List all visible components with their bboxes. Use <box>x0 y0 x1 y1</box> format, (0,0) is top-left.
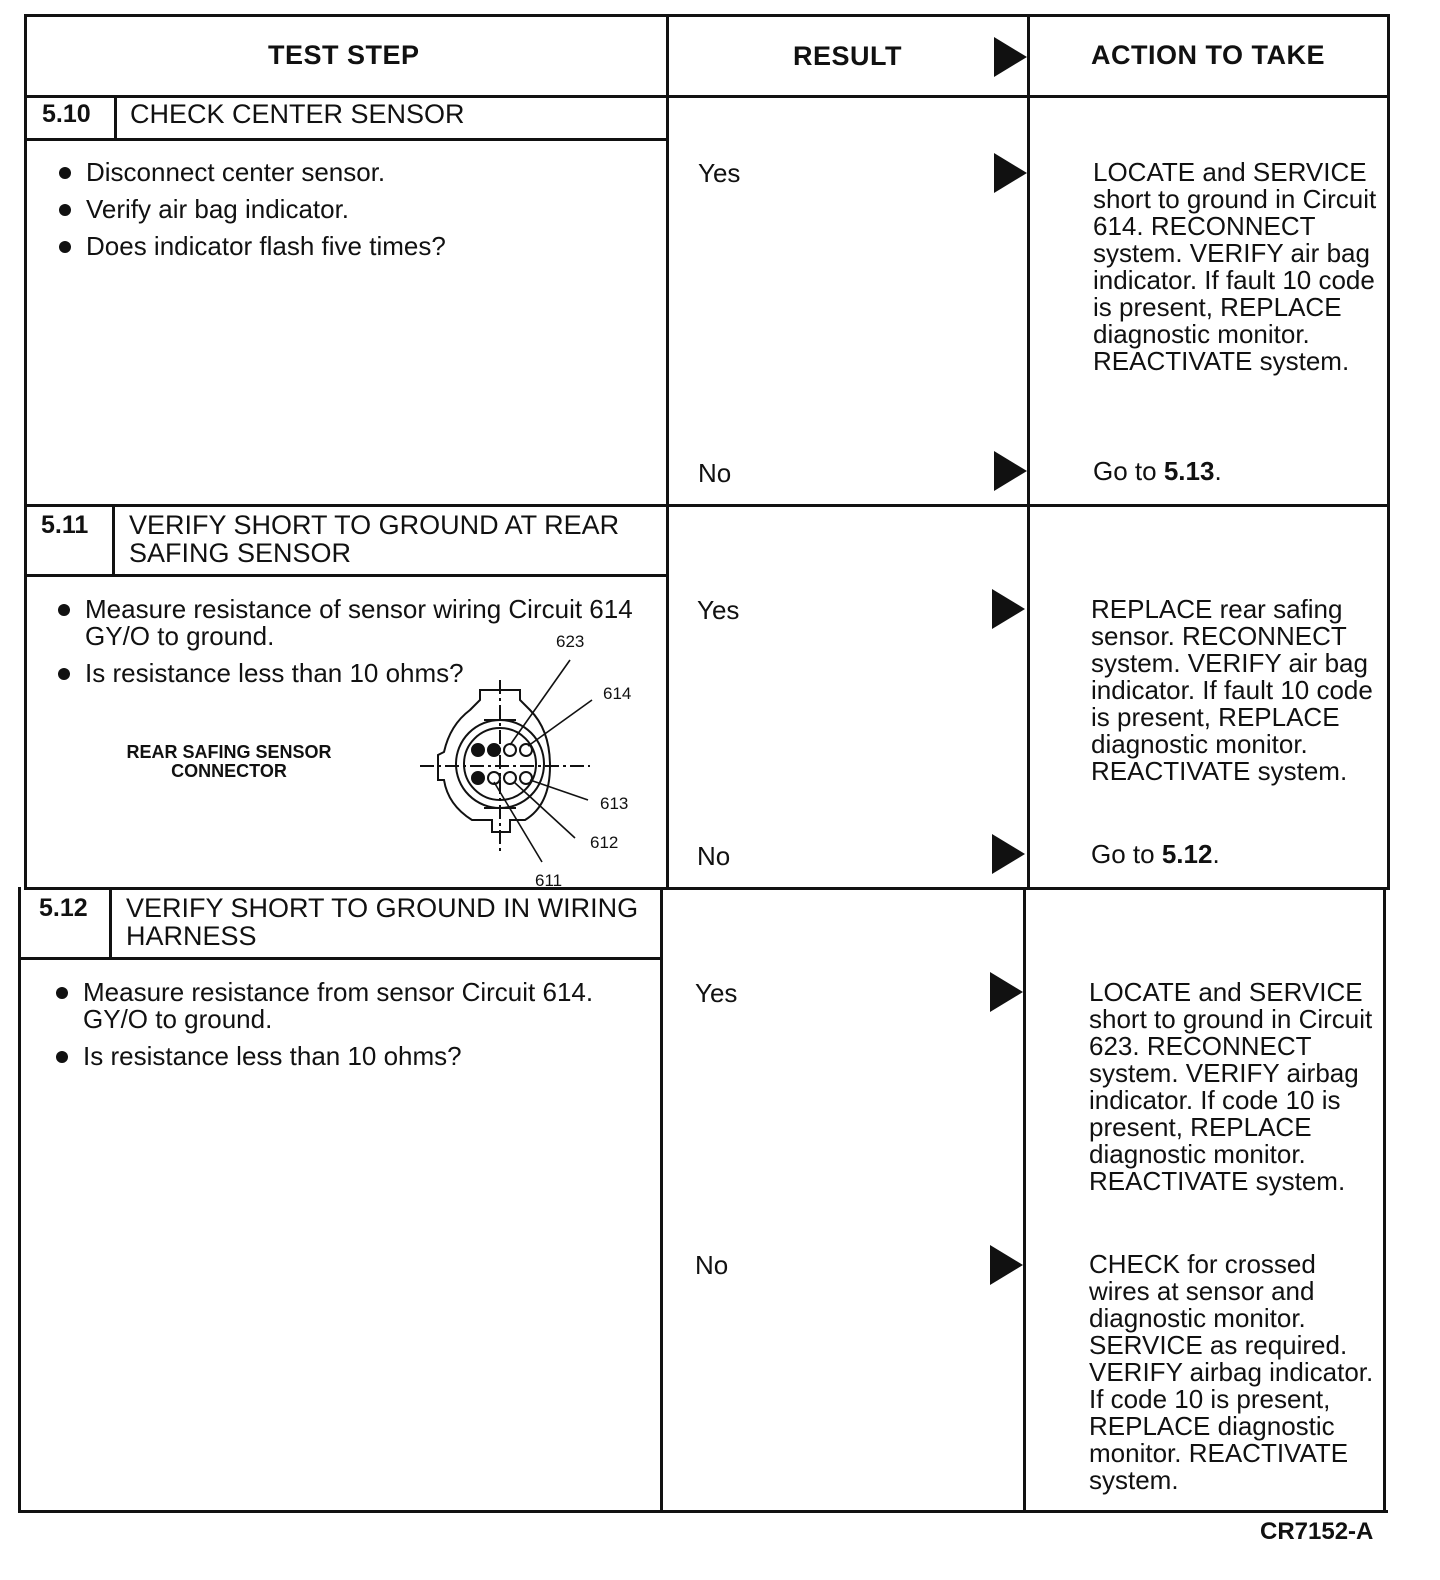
table-border-top <box>24 14 1390 17</box>
action-text: LOCATE and SERVICE short to ground in Circuit 623. RECONNECT system. VERIFY airbag indicator. If code 10 is present, REPLACE diagnostic monitor. REACTIVATE system. <box>1089 977 1373 1196</box>
instruction-item: Is resistance less than 10 ohms? <box>53 1043 638 1070</box>
action-text: REPLACE rear safing sensor. RECONNECT system. VERIFY air bag indicator. If fault 10 code is present, REPLACE diagnostic monitor. REACTIVATE system. <box>1091 594 1373 786</box>
result-no: No <box>698 458 732 488</box>
step-instructions <box>56 159 646 270</box>
pin-filled-icon <box>488 744 500 756</box>
result-yes: Yes <box>695 978 738 1008</box>
pin-label: 613 <box>600 794 629 813</box>
result-no: No <box>695 1250 729 1280</box>
leader-line-623 <box>510 660 570 745</box>
step-5-12-number-divider <box>109 887 112 959</box>
leader-line-611 <box>494 782 542 862</box>
connector-diagram-title: REAR SAFING SENSOR CONNECTOR <box>126 742 332 781</box>
goto-prefix: Go to <box>1091 839 1162 869</box>
step-number: 5.11 <box>41 511 89 539</box>
row-divider-2 <box>24 887 1390 890</box>
table-border-right-lower <box>1383 887 1386 1513</box>
pin-label: 614 <box>603 684 632 703</box>
column-divider-1 <box>666 14 669 888</box>
table-border-left <box>24 14 27 888</box>
result-no: No <box>697 841 731 871</box>
step-title: CHECK CENTER SENSOR <box>130 99 465 129</box>
goto-prefix: Go to <box>1093 456 1164 486</box>
pin-filled-icon <box>472 772 484 784</box>
result-arrow-icon <box>990 972 1023 1012</box>
step-5-11-number-divider <box>112 504 115 576</box>
instruction-item: Is resistance less than 10 ohms? <box>55 660 635 687</box>
instruction-item: Disconnect center sensor. <box>56 159 646 186</box>
step-title: VERIFY SHORT TO GROUND AT REAR SAFING SENSOR <box>129 510 620 568</box>
step-instructions <box>53 979 638 1080</box>
action-text: LOCATE and SERVICE short to ground in Circuit 614. RECONNECT system. VERIFY air bag indicator. If fault 10 code is present, REPLACE diagnostic monitor. REACTIVATE system. <box>1093 157 1377 376</box>
action-goto <box>1091 841 1381 868</box>
instruction-item: Verify air bag indicator. <box>56 196 646 223</box>
step-5-12-title-underline <box>18 957 662 960</box>
instruction-item: Does indicator flash five times? <box>56 233 646 260</box>
pin-open-icon <box>520 772 532 784</box>
pin-label: 611 <box>535 871 563 890</box>
row-divider-1 <box>24 504 1390 507</box>
result-arrow-icon <box>992 589 1025 629</box>
step-title: VERIFY SHORT TO GROUND IN WIRING HARNESS <box>126 893 639 951</box>
header-result: RESULT <box>793 41 902 71</box>
step-5-10-title-underline <box>24 138 668 141</box>
step-5-10-number-divider <box>114 95 117 139</box>
pin-open-icon <box>520 744 532 756</box>
leader-line-613 <box>530 780 588 800</box>
result-arrow-icon <box>994 153 1027 193</box>
pin-label: 612 <box>590 833 619 852</box>
step-5-11-title-underline <box>24 574 668 577</box>
goto-suffix: . <box>1212 839 1220 869</box>
header-arrow-icon <box>994 37 1027 77</box>
figure-id: CR7152-A <box>1260 1518 1374 1545</box>
pin-filled-icon <box>472 744 484 756</box>
column-divider-2 <box>1027 14 1030 888</box>
action-text: CHECK for crossed wires at sensor and diagnostic monitor. SERVICE as required. VERIFY airbag indicator. If code 10 is present, REPLACE diagnostic monitor. REACTIVATE system. <box>1089 1249 1374 1495</box>
goto-step-ref: 5.13 <box>1163 456 1215 486</box>
table-border-left-lower <box>18 887 21 1513</box>
instruction-item: Measure resistance of sensor wiring Circuit 614 GY/O to ground. <box>55 596 635 650</box>
column-divider-2-lower <box>1023 887 1026 1513</box>
connector-diagram <box>410 640 660 900</box>
instruction-item: Measure resistance from sensor Circuit 614. GY/O to ground. <box>53 979 638 1033</box>
table-border-right <box>1387 14 1390 888</box>
header-action: ACTION TO TAKE <box>1091 40 1325 70</box>
goto-step-ref: 5.12 <box>1161 839 1213 869</box>
result-yes: Yes <box>698 158 741 188</box>
pin-open-icon <box>504 744 516 756</box>
pin-label: 623 <box>556 632 585 651</box>
action-goto <box>1093 458 1383 485</box>
goto-suffix: . <box>1214 456 1222 486</box>
step-number: 5.10 <box>42 100 91 128</box>
column-divider-1-lower <box>660 887 663 1513</box>
header-divider <box>24 95 1390 98</box>
result-arrow-icon <box>990 1245 1023 1285</box>
step-number: 5.12 <box>39 894 88 922</box>
result-yes: Yes <box>697 595 740 625</box>
header-test-step: TEST STEP <box>268 40 420 70</box>
table-border-bottom <box>18 1510 1388 1513</box>
result-arrow-icon <box>994 451 1027 491</box>
result-arrow-icon <box>992 834 1025 874</box>
